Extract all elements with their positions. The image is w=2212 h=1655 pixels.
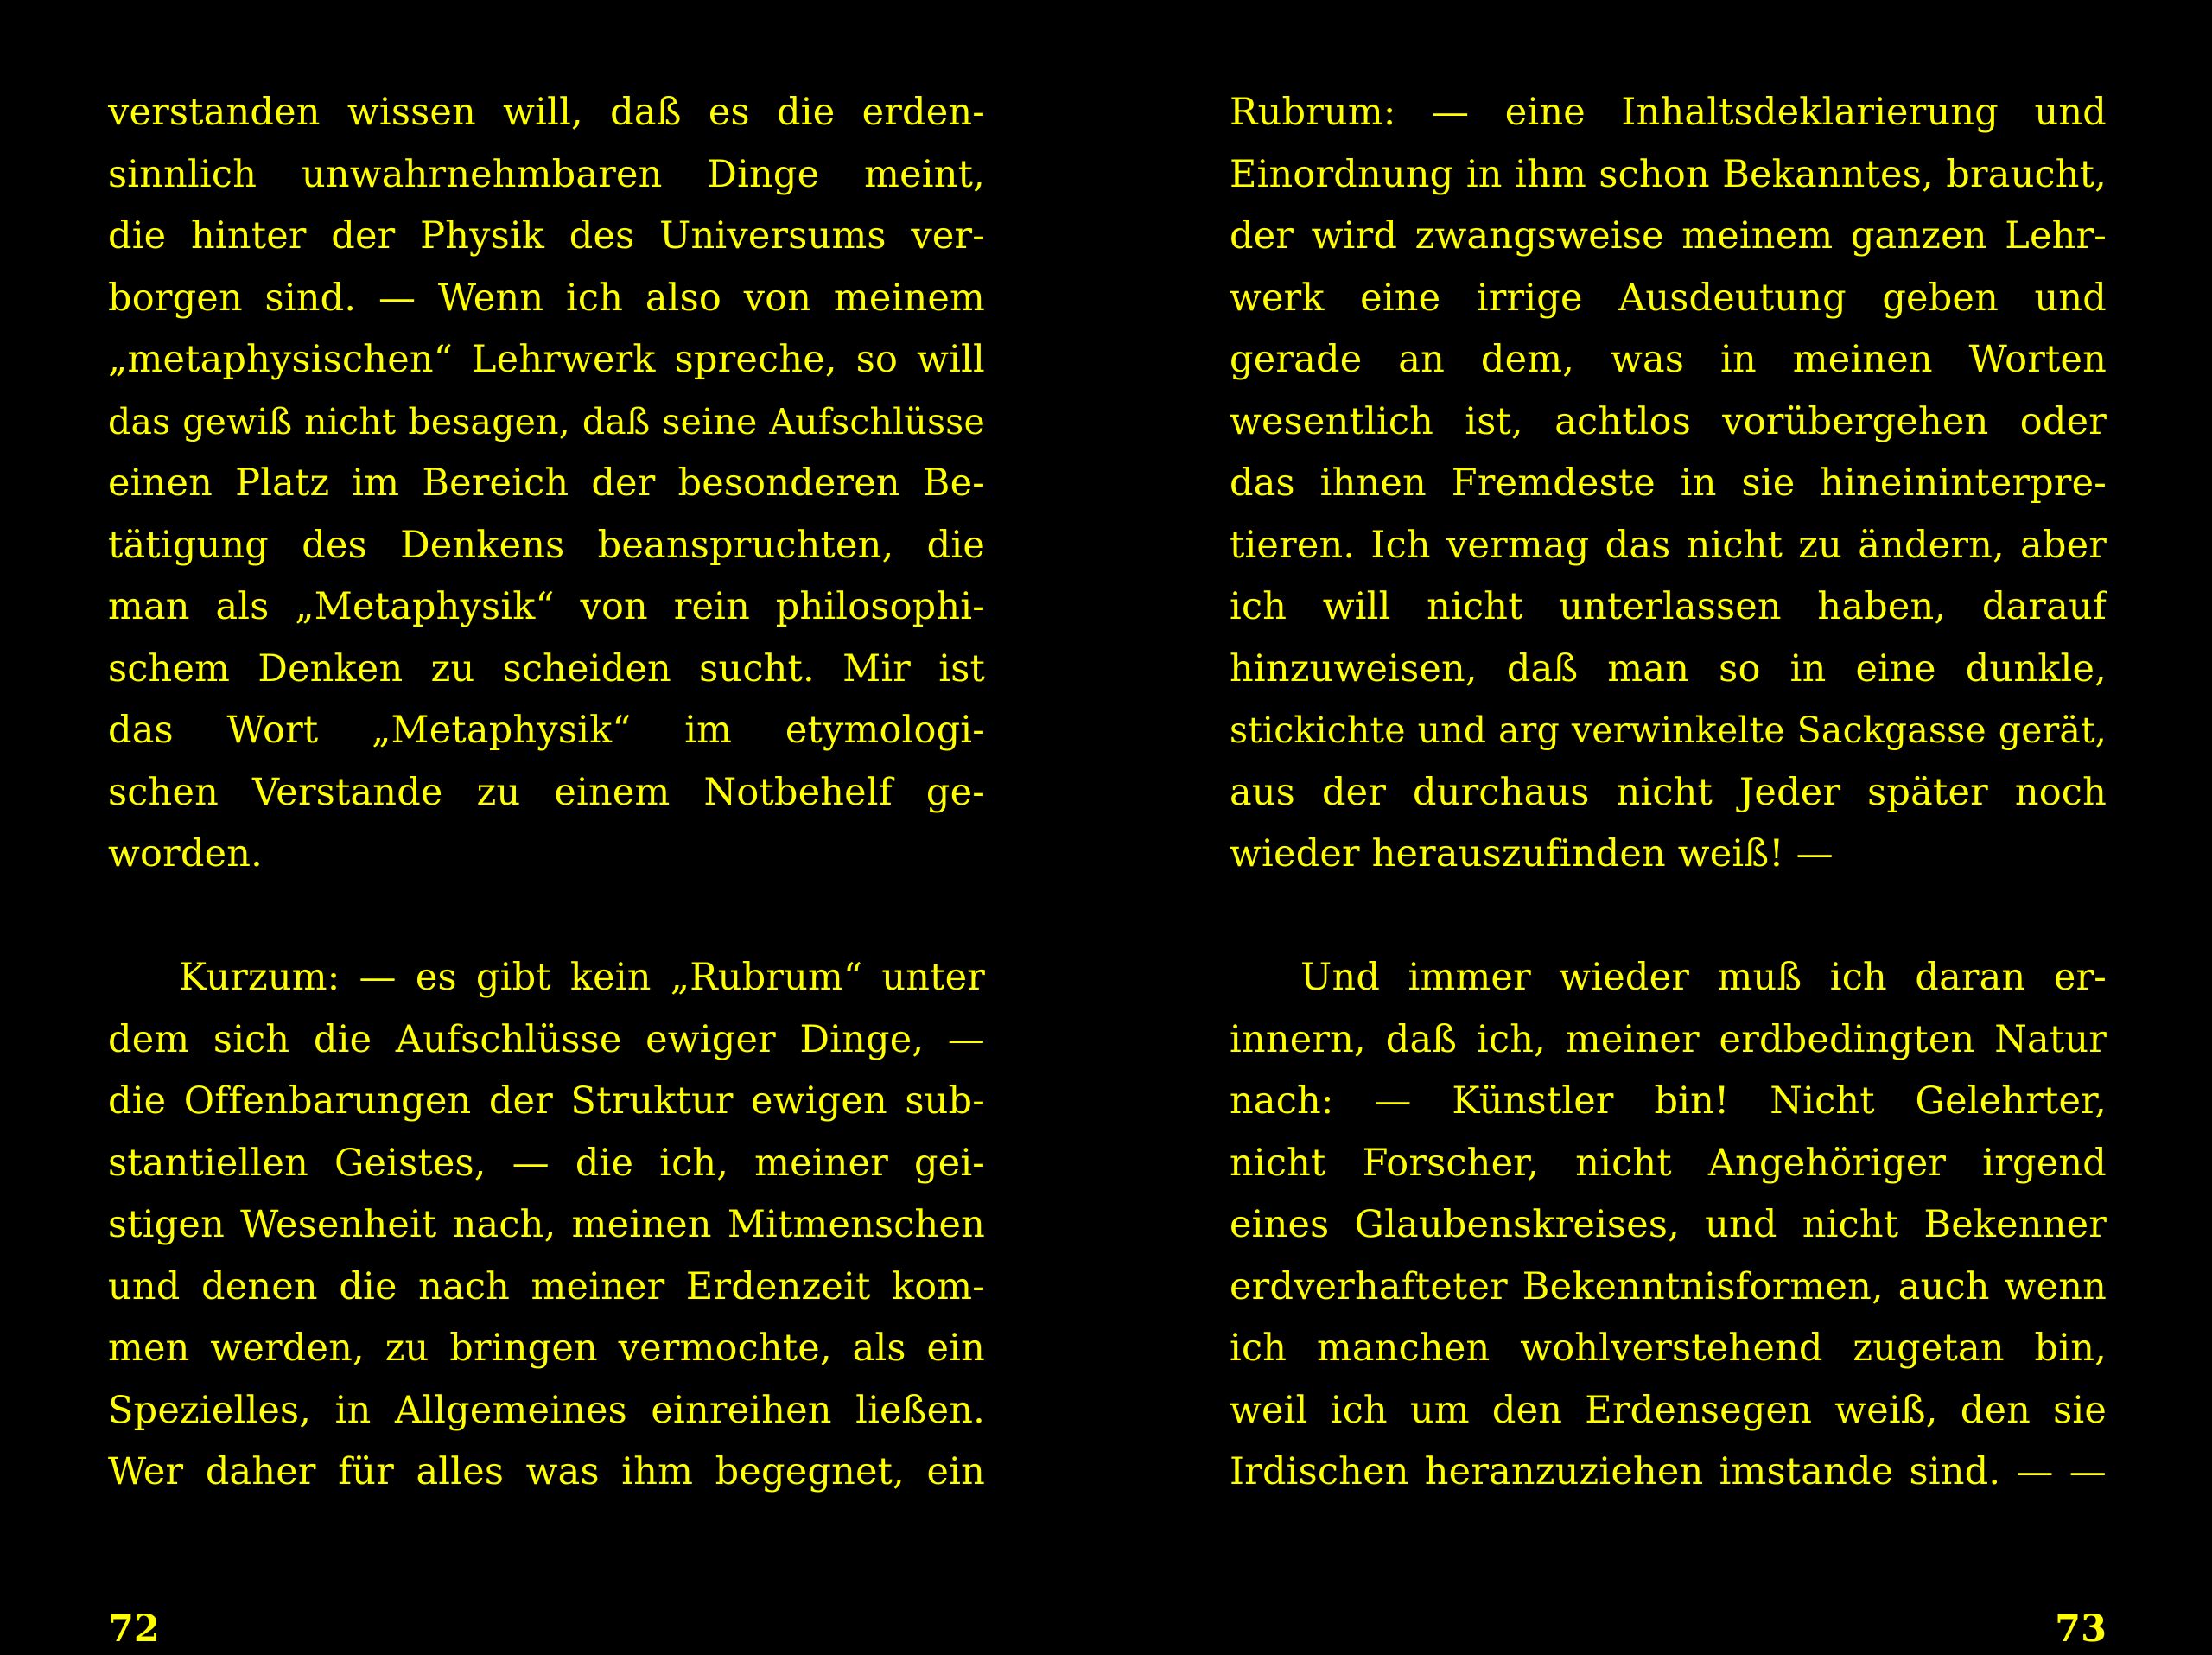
- page-number: 73: [2055, 1607, 2107, 1651]
- text-line: innern, daß ich, meiner erdbedingten Natur: [1230, 1017, 2107, 1061]
- text-line: Kurzum: — es gibt kein „Rubrum“ unter: [179, 956, 985, 999]
- text-line: das Wort „Metaphysik“ im etymologi-: [108, 709, 985, 752]
- text-line: das gewiß nicht besagen, daß seine Aufschlüsse: [108, 400, 985, 442]
- text-line: men werden, zu bringen vermochte, als ein: [108, 1327, 985, 1370]
- text-line: ich will nicht unterlassen haben, darauf: [1230, 585, 2107, 628]
- text-line: tätigung des Denkens beanspruchten, die: [108, 523, 985, 567]
- text-line: Spezielles, in Allgemeines einreihen ließen.: [108, 1388, 985, 1432]
- text-line: Rubrum: — eine Inhaltsdeklarierung und: [1230, 91, 2107, 134]
- text-line: hinzuweisen, daß man so in eine dunkle,: [1230, 646, 2107, 691]
- text-line: tieren. Ich vermag das nicht zu ändern, aber: [1230, 523, 2107, 567]
- text-line: erdverhafteter Bekenntnisformen, auch wenn: [1230, 1264, 2107, 1308]
- left-page: [108, 82, 985, 1651]
- text-line: nicht Forscher, nicht Angehöriger irgend: [1230, 1141, 2107, 1185]
- text-line: der wird zwangsweise meinem ganzen Lehr-: [1230, 214, 2107, 258]
- text-line: verstanden wissen will, daß es die erden-: [108, 91, 985, 134]
- text-line: die hinter der Physik des Universums ver-: [108, 214, 985, 258]
- text-line: gerade an dem, was in meinen Worten: [1230, 338, 2107, 381]
- text-line: dem sich die Aufschlüsse ewiger Dinge, —: [108, 1017, 985, 1061]
- page-number: 72: [108, 1607, 160, 1651]
- text-line: weil ich um den Erdensegen weiß, den sie: [1230, 1388, 2107, 1432]
- text-line: und denen die nach meiner Erdenzeit kom-: [108, 1264, 985, 1308]
- right-page: [1230, 82, 2107, 1651]
- text-line: wesentlich ist, achtlos vorübergehen oder: [1230, 399, 2107, 443]
- text-line: Irdischen heranzuziehen imstande sind. — —: [1230, 1450, 2107, 1493]
- text-line: stickichte und arg verwinkelte Sackgasse gerät,: [1230, 710, 2107, 751]
- text-line: ich manchen wohlverstehend zugetan bin,: [1230, 1327, 2107, 1370]
- text-line: werk eine irrige Ausdeutung geben und: [1230, 276, 2107, 320]
- text-line: man als „Metaphysik“ von rein philosophi-: [108, 585, 985, 628]
- paragraph-gap: [1230, 886, 2107, 948]
- text-line: sinnlich unwahrnehmbaren Dinge meint,: [108, 152, 985, 196]
- text-line: Und immer wieder muß ich daran er-: [1300, 956, 2107, 999]
- paragraph-gap: [108, 886, 985, 948]
- text-line: das ihnen Fremdeste in sie hineininterpre-: [1230, 461, 2107, 505]
- right-paragraph-1: [1230, 82, 2107, 886]
- text-line: schen Verstande zu einem Notbehelf ge-: [108, 770, 985, 814]
- right-paragraph-2: [1230, 947, 2107, 1504]
- text-line: borgen sind. — Wenn ich also von meinem: [108, 276, 985, 320]
- text-line: einen Platz im Bereich der besonderen Be-: [108, 461, 985, 505]
- text-line: stantiellen Geistes, — die ich, meiner gei-: [108, 1141, 985, 1185]
- text-line: eines Glaubenskreises, und nicht Bekenner: [1230, 1203, 2107, 1246]
- text-line: die Offenbarungen der Struktur ewigen sub-: [108, 1079, 985, 1123]
- text-line: schem Denken zu scheiden sucht. Mir ist: [108, 646, 985, 691]
- text-line: worden.: [108, 832, 263, 875]
- left-paragraph-2: [108, 947, 985, 1504]
- text-line: aus der durchaus nicht Jeder später noch: [1230, 770, 2107, 814]
- text-line: Einordnung in ihm schon Bekanntes, braucht,: [1230, 152, 2107, 196]
- text-line: wieder herauszufinden weiß! —: [1230, 832, 1834, 875]
- left-paragraph-1: [108, 82, 985, 886]
- text-line: Wer daher für alles was ihm begegnet, ein: [108, 1450, 985, 1493]
- text-line: stigen Wesenheit nach, meinen Mitmenschen: [108, 1203, 985, 1246]
- text-line: nach: — Künstler bin! Nicht Gelehrter,: [1230, 1079, 2107, 1123]
- text-line: „metaphysischen“ Lehrwerk spreche, so will: [108, 338, 985, 381]
